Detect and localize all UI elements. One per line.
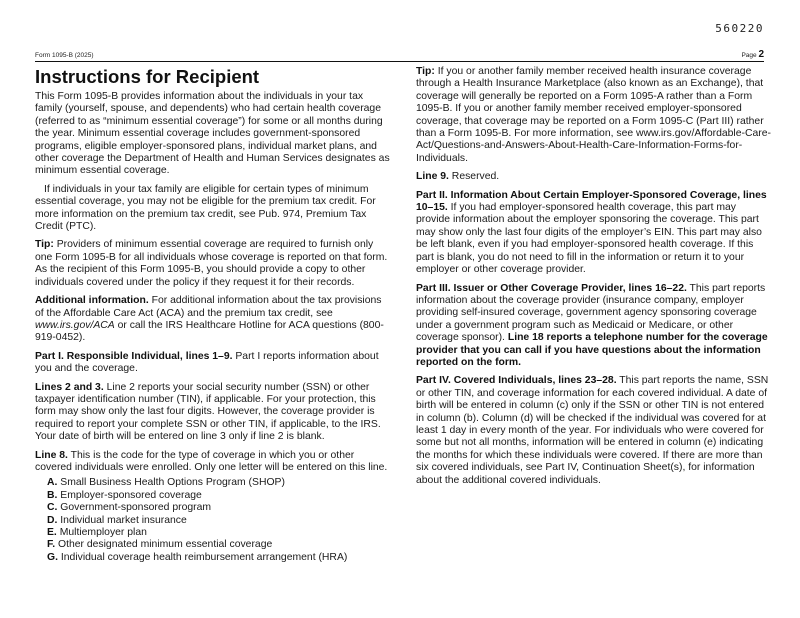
tip-text: Providers of minimum essential coverage are required to furnish only one Form 1095-B for all individuals whose coverage is reported on that form. As the recipient of this Form 1095-B, you should provide a copy to other individuals covered under the policy if they request it for their records. xyxy=(35,239,388,288)
right-column xyxy=(416,66,771,493)
left-column xyxy=(35,64,390,564)
part3-text: This part reports information about the coverage provider (insurance company, employer providing self-insured coverage, government agency sponsoring coverage under a government program such as Medicaid or Medicare, or other coverage sponsor). xyxy=(416,282,766,344)
code-text: Multiemployer plan xyxy=(56,527,147,538)
intro-paragraph: This Form 1095-B provides information about the individuals in your tax family (yourself, spouse, and dependents) who had certain health coverage (referred to as “minimum essential coverage”) for some or all months during the year. Minimum essential coverage includes government-sponsored programs, eligible employer-sponsored plans, individual market plans, and other coverage the Department of Health and Human Services designates as minimum essential coverage. xyxy=(35,91,390,177)
list-item xyxy=(47,527,390,539)
code-letter: C. xyxy=(47,502,58,514)
page-prefix: Page xyxy=(741,52,757,59)
form-label: Form 1095-B (2025) xyxy=(35,52,94,59)
tip-label: Tip: xyxy=(416,66,435,77)
list-item xyxy=(47,490,390,502)
line8-paragraph xyxy=(35,450,390,475)
code-letter: D. xyxy=(47,514,58,526)
tip-paragraph xyxy=(35,239,390,289)
code-letter: G. xyxy=(47,551,58,563)
page-indicator xyxy=(741,49,764,60)
part4-text: This part reports the name, SSN or other TIN, and coverage information for each covered individual. A date of birth will be entered in column (c) only if the SSN or other TIN is not entered in column (b). Column (d) will be checked if the individual was covered for at least 1 day in every month of the year. For individuals who were covered for some but not all months, information will be entered in column (e) indicating the months for which these individuals were covered. If there are more than six covered individuals, see Part IV, Continuation Sheet(s), for information about the additional covered individuals. xyxy=(416,375,769,486)
part2-text: If you had employer-sponsored health coverage, this part may provide information about the employer sponsoring the coverage. This part may show only the last four digits of the employer’s EIN. This part may also be left blank, even if you had employer-sponsored health coverage. If this part is blank, you do not need to fill in the information or return it to your employer or other coverage provider. xyxy=(416,202,762,276)
code-text: Employer-sponsored coverage xyxy=(57,489,202,501)
additional-info-text-2: or call the IRS Healthcare Hotline for ACA questions (800-919-0452). xyxy=(35,319,384,344)
part1-text: Part I reports information about you and the coverage. xyxy=(35,350,379,375)
additional-info-paragraph xyxy=(35,295,390,345)
code-letter: A. xyxy=(47,477,58,489)
code-letter: B. xyxy=(47,489,58,501)
lines-2-3-label: Lines 2 and 3. xyxy=(35,381,104,393)
coverage-code-list xyxy=(35,477,390,564)
part4-paragraph xyxy=(416,375,771,487)
lines-2-3-text: Line 2 reports your social security number (SSN) or other taxpayer identification number (TIN), if applicable. For your protection, this form may show only the last four digits. However, the coverage provider is required to report your complete SSN or other TIN, if applicable, to the IRS. Your date of birth will be entered on line 3 only if line 2 is blank. xyxy=(35,381,381,443)
part2-paragraph xyxy=(416,190,771,277)
code-text: Other designated minimum essential coverage xyxy=(55,539,273,551)
page-number: 2 xyxy=(758,49,764,60)
code-text: Individual coverage health reimbursement arrangement (HRA) xyxy=(57,551,348,563)
line9-text: Reserved. xyxy=(448,171,500,183)
line9-paragraph xyxy=(416,171,771,183)
tip-text: If you or another family member received health insurance coverage through a Health Insurance Marketplace (also known as an Exchange), that coverage will generally be reported on a Form 1095-A rather than a Form 1095-B. If you or another family member received employer-sponsored coverage, that coverage may be reported on a Form 1095-C (Part III) rather than a Form 1095-B. For more information, see www.irs.gov/Affordable-Care-Act/Questions-and-Answers-About-Health-Care-Information-Forms-for-Individuals. xyxy=(416,66,771,164)
page-header xyxy=(35,48,764,62)
lines-2-3-paragraph xyxy=(35,382,390,444)
code-letter: F. xyxy=(47,539,56,551)
line8-text: This is the code for the type of coverage in which you or other covered individuals were enrolled. Only one letter will be entered on this line. xyxy=(35,449,388,473)
line9-label: Line 9. xyxy=(416,171,449,183)
part3-paragraph xyxy=(416,283,771,370)
code-text: Government-sponsored program xyxy=(57,502,212,514)
irs-aca-link[interactable]: www.irs.gov/ACA xyxy=(35,319,115,331)
code-letter: E. xyxy=(47,527,57,538)
part2-label: Part II. Information About Certain Employer-Sponsored Coverage, lines 10–15. xyxy=(416,189,767,214)
additional-info-text: For additional information about the tax provisions of the Affordable Care Act (ACA) and the premium tax credit, see xyxy=(35,295,382,319)
marketplace-tip-paragraph xyxy=(416,66,771,165)
line8-label: Line 8. xyxy=(35,449,68,461)
part1-label: Part I. Responsible Individual, lines 1–9. xyxy=(35,350,233,362)
part1-paragraph xyxy=(35,351,390,376)
list-item xyxy=(47,477,390,489)
part4-label: Part IV. Covered Individuals, lines 23–28. xyxy=(416,375,617,387)
additional-info-label: Additional information. xyxy=(35,295,149,307)
list-item xyxy=(47,539,390,551)
form-control-code: 560220 xyxy=(715,22,764,35)
page-title: Instructions for Recipient xyxy=(35,66,260,87)
code-text: Individual market insurance xyxy=(57,514,187,526)
list-item xyxy=(47,515,390,527)
list-item xyxy=(47,502,390,514)
code-text: Small Business Health Options Program (SHOP) xyxy=(57,477,285,489)
ptc-paragraph: If individuals in your tax family are eligible for certain types of minimum essential coverage, you may not be eligible for the premium tax credit. For more information on the premium tax credit, see Pub. 974, Premium Tax Credit (PTC). xyxy=(35,183,376,233)
part3-phone-note: Line 18 reports a telephone number for the coverage provider that you can call if you have questions about the information reported on the form. xyxy=(416,332,768,368)
list-item xyxy=(47,552,390,564)
tip-label: Tip: xyxy=(35,239,54,251)
part3-label: Part III. Issuer or Other Coverage Provider, lines 16–22. xyxy=(416,282,687,294)
